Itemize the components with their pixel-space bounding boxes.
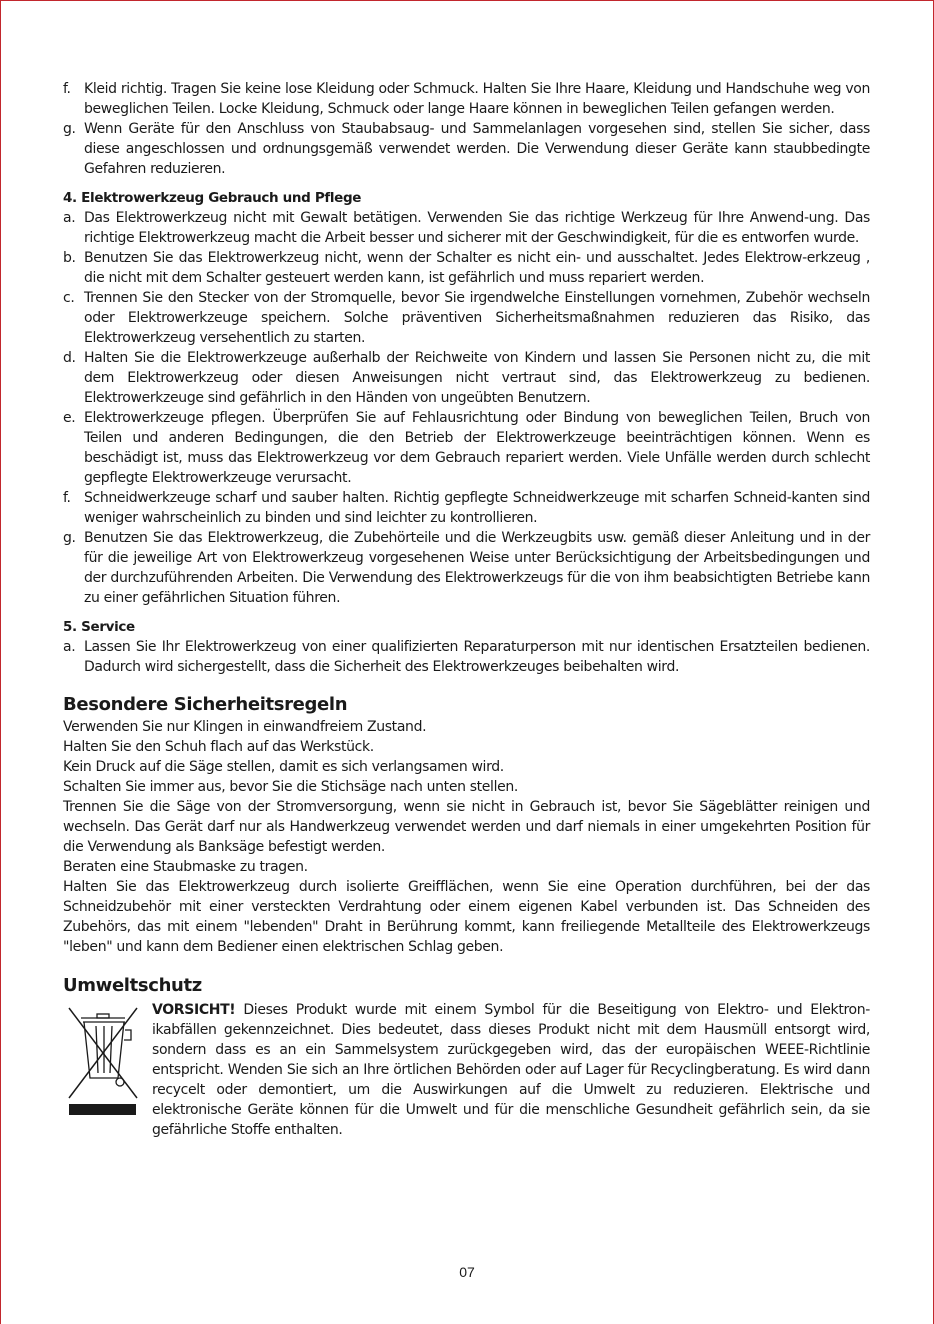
- list-item: [63, 248, 870, 288]
- list-item: [63, 208, 870, 248]
- caution-label: VORSICHT!: [152, 1002, 236, 1018]
- list-item-text: Lassen Sie Ihr Elektrowerkzeug von einer qualifizierten Reparaturperson mit nur identischen Ersatzteilen bedienen. Dadurch wird sichergestellt, dass die Sicherheit des Elektrowerkzeuges beibehalten wird.: [84, 639, 870, 675]
- section-3-continued-list: [63, 79, 870, 179]
- paragraph: Halten Sie das Elektrowerkzeug durch isolierte Greifflächen, wenn Sie eine Operation durchführen, bei der das Schneidzubehör mit einer versteckten Verdrahtung oder einem eigenen Kabel verbunden ist. Das Schneiden des Zubehörs, das mit einem "lebenden" Draht in Berührung kommt, kann freiliegende Metallteile des Elektrowerkzeugs "leben" und kann dem Bediener einen elektrischen Schlag geben.: [63, 879, 870, 955]
- list-item-label: g.: [63, 530, 76, 546]
- paragraph: Trennen Sie die Säge von der Stromversorgung, wenn sie nicht in Gebrauch ist, bevor Sie Sägeblätter reinigen und wechseln. Das Gerät darf nur als Handwerkzeug verwendet werden und darf niemals in einer umgekehrten Position für die Verwendung als Banksäge befestigt werden.: [63, 799, 870, 855]
- page-frame-top: [0, 0, 934, 1]
- list-item: [63, 408, 870, 488]
- environment-section: [63, 1000, 870, 1140]
- paragraph: Beraten eine Staubmaske zu tragen.: [63, 859, 308, 875]
- paragraph: Halten Sie den Schuh flach auf das Werkstück.: [63, 739, 374, 755]
- list-item: [63, 348, 870, 408]
- list-item: [63, 288, 870, 348]
- special-safety-paragraphs: [63, 717, 870, 957]
- paragraph: Kein Druck auf die Säge stellen, damit es sich verlangsamen wird.: [63, 759, 504, 775]
- list-item: [63, 119, 870, 179]
- list-item-text: Benutzen Sie das Elektrowerkzeug, die Zubehörteile und die Werkzeugbits usw. gemäß dieser Anleitung und in der für die jeweilige Art von Elektrowerkzeug vorgesehenen Weise unter Berücksichtigung der Arbeitsbedingungen und der durchzuführenden Arbeiten. Die Verwendung des Elektrowerkzeugs für die von ihm beabsichtigten Betriebe kann zu einer gefährlichen Situation führen.: [84, 530, 870, 606]
- section-5-list: [63, 637, 870, 677]
- section-4-list: [63, 208, 870, 608]
- list-item: [63, 79, 870, 119]
- list-item-label: a.: [63, 639, 76, 655]
- section-5-heading: 5. Service: [63, 619, 135, 635]
- environment-heading: Umweltschutz: [63, 975, 202, 996]
- list-item: [63, 528, 870, 608]
- list-item-label: d.: [63, 350, 76, 366]
- page-number: 07: [459, 1264, 475, 1280]
- environment-body: Dieses Produkt wurde mit einem Symbol für die Beseitigung von Elektro- und Elektron-ikabfällen gekennzeichnet. Dies bedeutet, dass dieses Produkt nicht mit dem Hausmüll entsorgt wird, sondern dass es an ein Sammelsystem zurückgegeben wird, das der europäischen WEEE-Richtlinie entspricht. Wenden Sie sich an Ihre örtlichen Behörden oder auf Lager für Recyclingberatung. Es wird dann recycelt oder demontiert, um die Auswirkungen auf die Umwelt zu reduzieren. Elektrische und elektronische Geräte können für die Umwelt und für die menschliche Gesundheit gefährlich sein, da sie gefährliche Stoffe enthalten.: [152, 1002, 870, 1138]
- page-frame-left: [0, 0, 1, 1324]
- paragraph: Schalten Sie immer aus, bevor Sie die Stichsäge nach unten stellen.: [63, 779, 519, 795]
- list-item-text: Schneidwerkzeuge scharf und sauber halten. Richtig gepflegte Schneidwerkzeuge mit scharfen Schneid-kanten sind weniger wahrscheinlich zu binden und sind leichter zu kontrollieren.: [84, 490, 870, 526]
- list-item-text: Wenn Geräte für den Anschluss von Staubabsaug- und Sammelanlagen vorgesehen sind, stellen Sie sicher, dass diese angeschlossen und ordnungsgemäß verwendet werden. Die Verwendung dieser Geräte kann staubbedingte Gefahren reduzieren.: [84, 121, 870, 177]
- list-item-label: f.: [63, 81, 71, 97]
- weee-crossed-bin-icon: [63, 1000, 141, 1120]
- list-item-text: Kleid richtig. Tragen Sie keine lose Kleidung oder Schmuck. Halten Sie Ihre Haare, Kleidung und Handschuhe weg von beweglichen Teilen. Locke Kleidung, Schmuck oder lange Haare können in beweglichen Teilen gefangen werden.: [84, 81, 870, 117]
- special-safety-heading: Besondere Sicherheitsregeln: [63, 694, 348, 715]
- list-item-label: e.: [63, 410, 76, 426]
- section-4-heading: 4. Elektrowerkzeug Gebrauch und Pflege: [63, 190, 362, 206]
- environment-text: [152, 1000, 870, 1140]
- list-item-text: Elektrowerkzeuge pflegen. Überprüfen Sie auf Fehlausrichtung oder Bindung von beweglichen Teilen, Bruch von Teilen und anderen Bedingungen, die den Betrieb der Elektrowerkzeuge beeinträchtigen können. Wenn es beschädigt ist, muss das Elektrowerkzeug vor dem Gebrauch repariert werden. Viele Unfälle werden durch schlecht gepflegte Elektrowerkzeuge verursacht.: [84, 410, 870, 486]
- paragraph: Verwenden Sie nur Klingen in einwandfreiem Zustand.: [63, 719, 427, 735]
- list-item-text: Das Elektrowerkzeug nicht mit Gewalt betätigen. Verwenden Sie das richtige Werkzeug für Ihre Anwend-ung. Das richtige Elektrowerkzeug macht die Arbeit besser und sicherer mit der Geschwindigkeit, für die es entworfen wurde.: [84, 210, 870, 246]
- list-item-text: Benutzen Sie das Elektrowerkzeug nicht, wenn der Schalter es nicht ein- und ausschaltet. Jedes Elektrow-erkzeug , die nicht mit dem Schalter gesteuert werden kann, ist gefährlich und muss repariert werden.: [84, 250, 870, 286]
- list-item-label: b.: [63, 250, 76, 266]
- list-item-label: c.: [63, 290, 75, 306]
- list-item-label: f.: [63, 490, 71, 506]
- list-item-label: a.: [63, 210, 76, 226]
- list-item-label: g.: [63, 121, 76, 137]
- page-content: [63, 79, 870, 1140]
- list-item-text: Trennen Sie den Stecker von der Stromquelle, bevor Sie irgendwelche Einstellungen vornehmen, Zubehör wechseln oder Elektrowerkzeuge speichern. Solche präventiven Sicherheitsmaßnahmen reduzieren das Risiko, das Elektrowerkzeug versehentlich zu starten.: [84, 290, 870, 346]
- list-item-text: Halten Sie die Elektrowerkzeuge außerhalb der Reichweite von Kindern und lassen Sie Personen nicht zu, die mit dem Elektrowerkzeug oder diesen Anweisungen nicht vertraut sind, das Elektrowerkzeug zu bedienen. Elektrowerkzeuge sind gefährlich in den Händen von ungeübten Benutzern.: [84, 350, 870, 406]
- list-item: [63, 488, 870, 528]
- list-item: [63, 637, 870, 677]
